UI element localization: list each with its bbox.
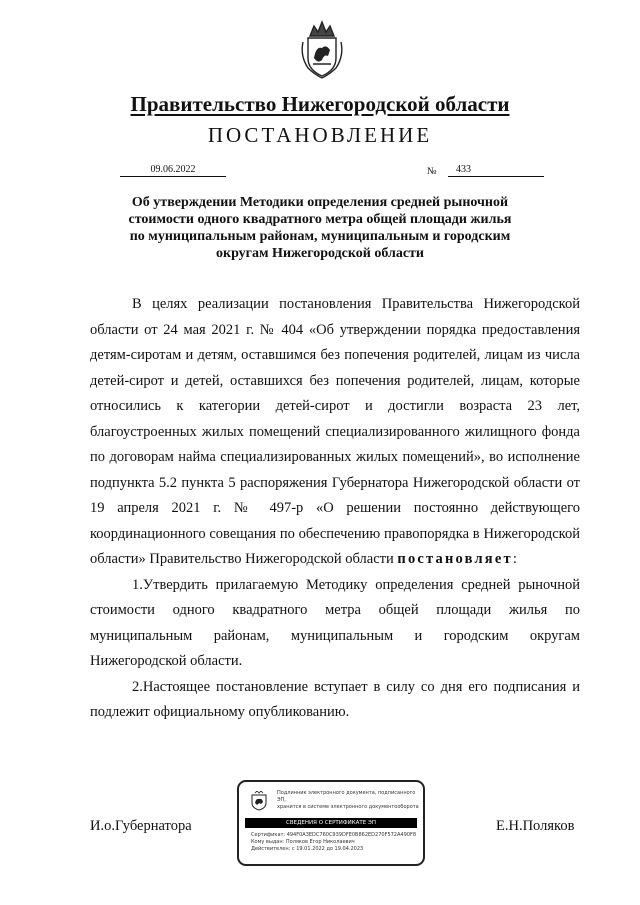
- stamp-certificate-info: [251, 832, 417, 853]
- signatory-position: И.о.Губернатора: [90, 818, 192, 834]
- stamp-line: хранится в системе электронного документооборота: [277, 804, 419, 810]
- government-title: Правительство Нижегородской области: [130, 92, 510, 116]
- resolves-word: постановляет: [397, 551, 513, 567]
- resolves-colon: :: [512, 551, 517, 567]
- number-sign: №: [427, 166, 437, 177]
- item-text: Утвердить прилагаемую Методику определения средней рыночной стоимости одного квадратного метра общей площади жилья по муниципальным районам, муниципальным и городским округам Нижегородской области.: [90, 576, 580, 669]
- subject-line: стоимости одного квадратного метра общей площади жилья: [128, 212, 512, 227]
- subject-line: по муниципальным районам, муниципальным и городским: [129, 229, 511, 244]
- coat-of-arms-emblem: [298, 18, 346, 80]
- certificate-validity: Действителен: с 19.01.2022 до 19.04.2023: [251, 846, 364, 852]
- document-subject: [100, 194, 540, 262]
- document-type: ПОСТАНОВЛЕНИЕ: [207, 123, 433, 147]
- stamp-emblem-icon: [251, 791, 267, 811]
- certificate-number: Сертификат: 494F0A3EDC760C939DFE0B862ED270F572A490F8: [251, 832, 417, 838]
- item-number: 1.: [132, 576, 143, 593]
- document-body: [90, 292, 580, 726]
- certificate-owner: Кому выдан: Поляков Егор Николаевич: [251, 839, 355, 845]
- stamp-line: Подлинник электронного документа, подписанного ЭП,: [277, 790, 416, 803]
- list-item-2: [90, 675, 580, 726]
- stamp-title-bar: СВЕДЕНИЯ О СЕРТИФИКАТЕ ЭП: [245, 818, 417, 828]
- preamble-paragraph: [90, 292, 580, 573]
- stamp-header-text: [277, 790, 421, 811]
- subject-line: Об утверждении Методики определения средней рыночной: [131, 195, 509, 210]
- item-text: Настоящее постановление вступает в силу со дня его подписания и подлежит официальному опубликованию.: [90, 678, 580, 720]
- signatory-name: Е.Н.Поляков: [496, 818, 575, 834]
- document-date: 09.06.2022: [120, 164, 226, 177]
- subject-line: округам Нижегородской области: [216, 246, 424, 261]
- document-number: 433: [448, 164, 544, 177]
- electronic-signature-stamp: [237, 780, 425, 866]
- list-item-1: [90, 573, 580, 675]
- preamble-text: В целях реализации постановления Правительства Нижегородской области от 24 мая 2021 г. № 404 «Об утверждении порядка предоставления детям-сиротам и детям, оставшимся без попечения родителей, лицам из числа детей-сирот и детей, оставшихся без попечения родителей, лицам, которые относились к категории детей-сирот и достигли возраста 23 лет, благоустроенных жилых помещений специализированного жилищного фонда по договорам найма специализированных жилых помещений», во исполнение подпункта 5.2 пункта 5 распоряжения Губернатора Нижегородской области от 19 апреля 2021 г. № 497-р «О решении постоянно действующего координационного совещания по обеспечению правопорядка в Нижегородской области» Правительство Нижегородской области: [90, 296, 580, 567]
- item-number: 2.: [132, 678, 143, 695]
